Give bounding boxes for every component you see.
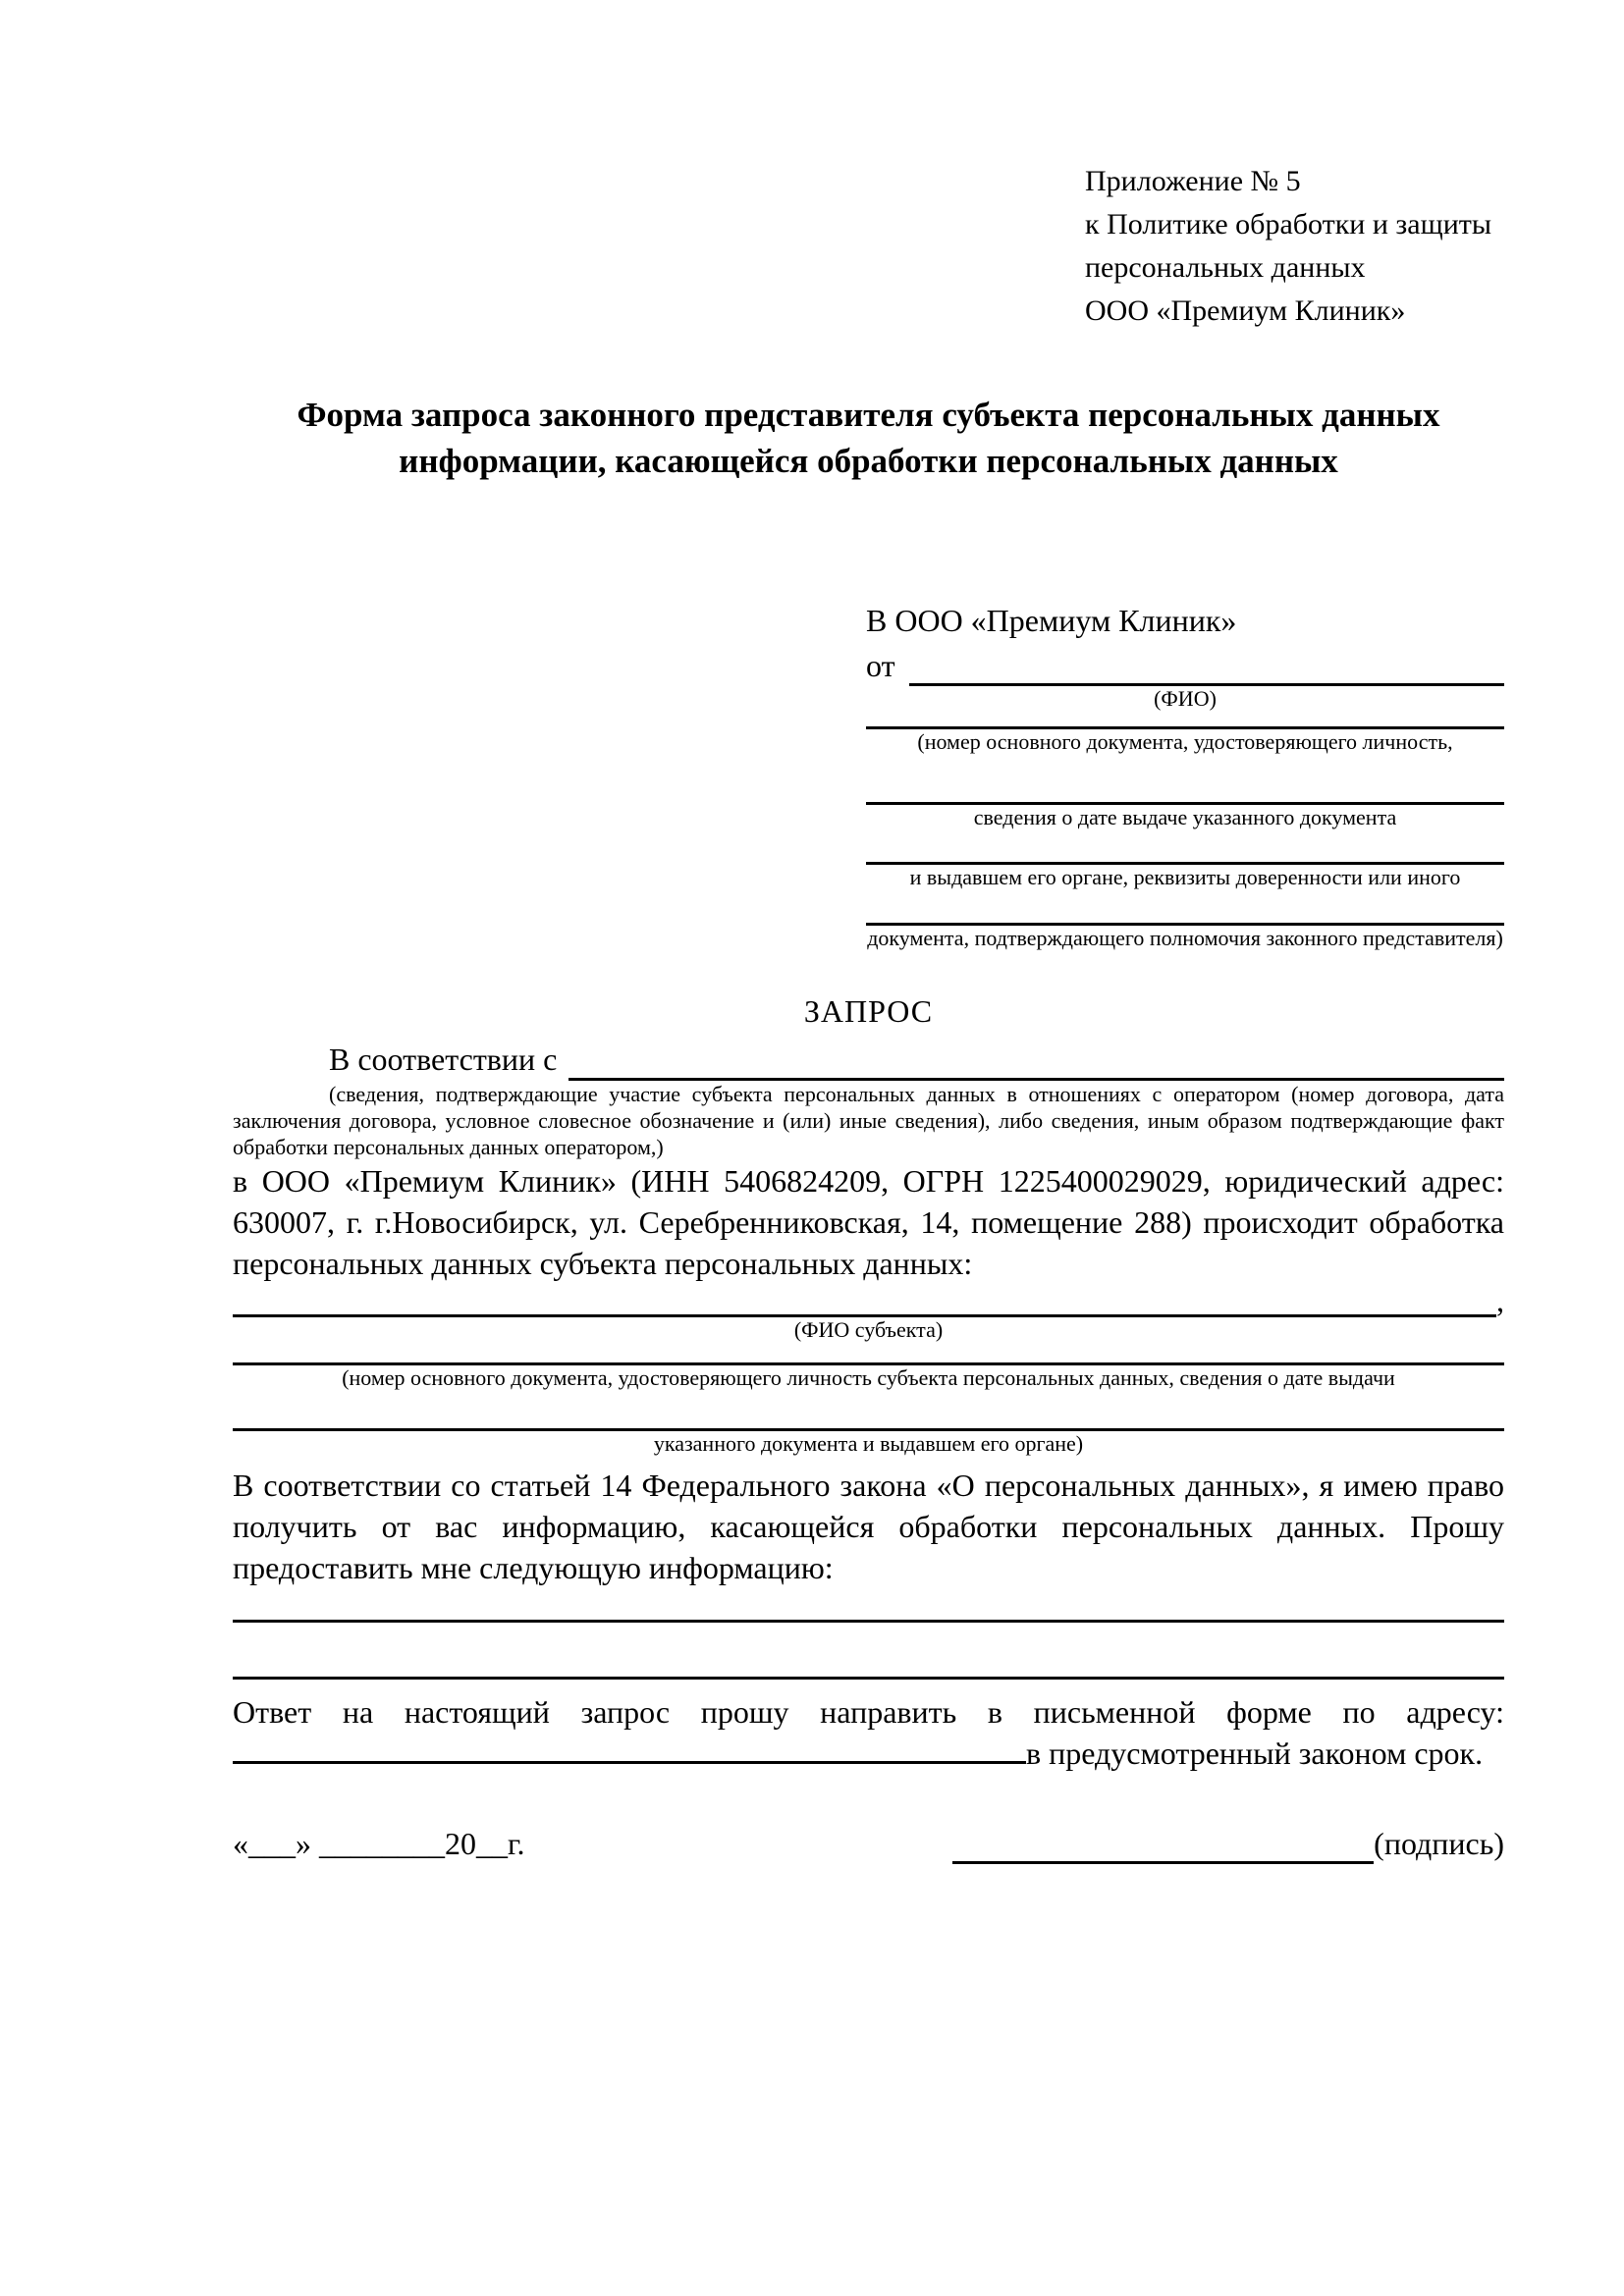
authority-document-caption: документа, подтверждающего полномочия законного представителя) [867, 926, 1503, 950]
subject-document-caption-2: указанного документа и выдавшем его органе) [653, 1431, 1084, 1456]
date-blank-line: «___» ________20__г. [233, 1826, 525, 1861]
basis-label: В соответствии с [329, 1041, 558, 1077]
ref-line-organization: ООО «Премиум Клиник» [1085, 294, 1406, 327]
addressee-block [866, 600, 1504, 951]
subject-fio-row [233, 1284, 1504, 1317]
operator-paragraph: в ООО «Премиум Клиник» (ИНН 5406824209, ОГРН 1225400029029, юридический адрес: 630007, г. г.Новосибирск, ул. Серебренниковская, 14, помещение 288) происходит обработка персональных данных субъекта персональных данных: [233, 1163, 1504, 1281]
signature-blank-line [952, 1831, 1374, 1864]
basis-row [233, 1038, 1504, 1081]
basis-blank-line [568, 1045, 1504, 1081]
date-signature-row [233, 1823, 1504, 1864]
identity-document-caption: (номер основного документа, удостоверяющего личность, [917, 729, 1453, 754]
from-label: от [866, 648, 895, 683]
ref-line-policy: к Политике обработки и защиты [1085, 208, 1492, 240]
reply-text: Ответ на настоящий запрос прошу направить в письменной форме по адресу: [233, 1694, 1504, 1730]
subject-fio-caption: (ФИО субъекта) [793, 1317, 944, 1342]
fio-caption: (ФИО) [1154, 686, 1217, 711]
representative-name-blank-line [909, 651, 1504, 686]
subject-fio-blank-line [233, 1284, 1496, 1317]
reply-address-blank-line [233, 1761, 1026, 1764]
issue-date-caption: сведения о дате выдаче указанного документа [973, 805, 1397, 829]
ref-line-personal-data: персональных данных [1085, 251, 1366, 284]
appendix-reference-block [1085, 160, 1504, 333]
ref-line-appendix: Приложение № 5 [1085, 165, 1301, 197]
request-heading: ЗАПРОС [803, 993, 934, 1029]
addressee-organization: В ООО «Премиум Клиник» [866, 603, 1237, 638]
signature-group [952, 1823, 1504, 1864]
trailing-comma: , [1496, 1283, 1504, 1318]
issuing-authority-caption: и выдавшем его органе, реквизиты доверенности или иного [909, 865, 1461, 889]
signature-caption: (подпись) [1374, 1826, 1504, 1861]
subject-document-caption-1: (номер основного документа, удостоверяющего личность субъекта персональных данных, сведения о дате выдачи [342, 1365, 1395, 1390]
from-row [866, 645, 1504, 686]
reply-paragraph [233, 1691, 1504, 1774]
basis-caption: (сведения, подтверждающие участие субъекта персональных данных в отношениях с оператором (номер договора, дата заключения договора, условное словесное обозначение и (или) иные сведения), либо сведения, иным образом подтверждающие факт обработки персональных данных оператором,) [233, 1082, 1504, 1159]
reply-tail: в предусмотренный законом срок. [1026, 1735, 1484, 1771]
document-title: Форма запроса законного представителя субъекта персональных данных информации, касающейся обработки персональных данных [297, 396, 1440, 480]
requested-info-blank-line-2 [233, 1677, 1504, 1680]
requested-info-blank-line-1 [233, 1620, 1504, 1623]
law-paragraph: В соответствии со статьей 14 Федерального закона «О персональных данных», я имею право получить от вас информацию, касающейся обработки персональных данных. Прошу предоставить мне следующую информацию: [233, 1468, 1504, 1585]
